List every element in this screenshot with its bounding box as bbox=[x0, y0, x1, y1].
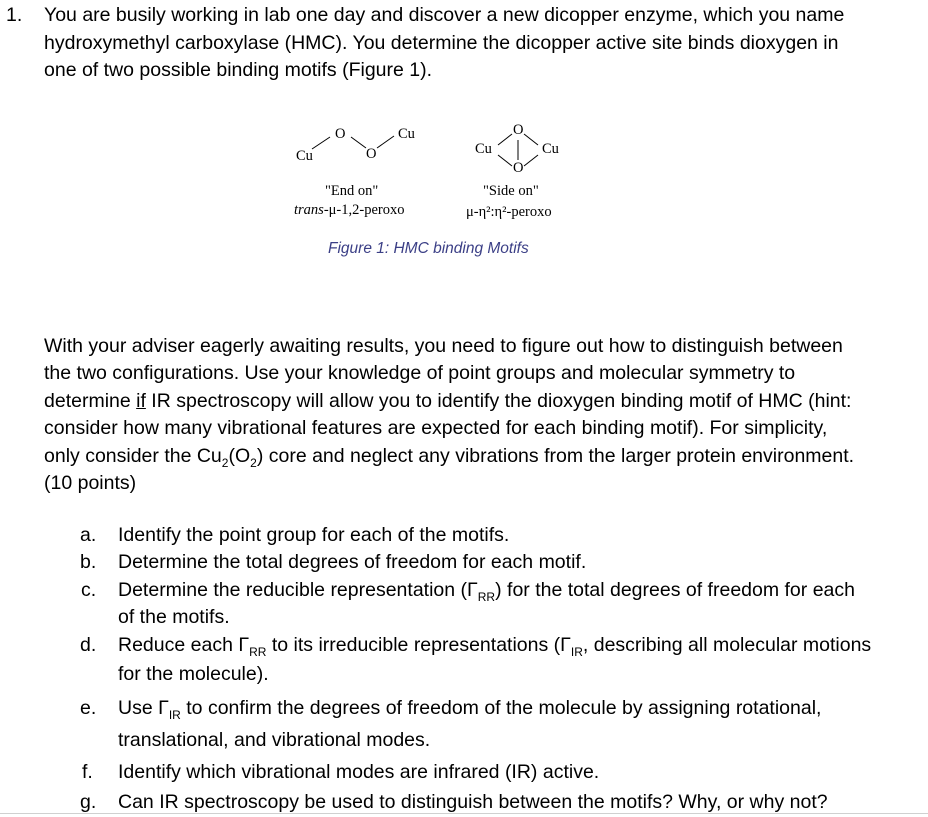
end-on-label: "End on" bbox=[325, 183, 379, 199]
side-on-cu-right: Cu bbox=[542, 141, 559, 157]
body-line-5: only consider the $Cu_2(O_2)$ core and neglect any vibrations from the larger protein environment. bbox=[44, 445, 855, 470]
end-on-bond-o2-cu bbox=[377, 136, 394, 148]
end-on-o1: O bbox=[335, 126, 346, 142]
end-on-cu-left: Cu bbox=[296, 148, 313, 164]
subq-d-text-cont: for the molecule). bbox=[118, 663, 269, 685]
subq-c-text-cont: of the motifs. bbox=[118, 606, 230, 628]
end-on-bond-o1-o2 bbox=[351, 137, 366, 148]
subq-b-label: b. bbox=[80, 551, 97, 573]
underlined-if: if bbox=[136, 390, 146, 412]
body-line-6: (10 points) bbox=[44, 472, 137, 494]
subq-f-label: f. bbox=[82, 761, 93, 783]
subq-a-text: Identify the point group for each of the motifs. bbox=[118, 524, 510, 546]
body-line-3: determine if IR spectroscopy will allow you to identify the dioxygen binding motif of HMC (hint: bbox=[44, 390, 852, 412]
subq-e-label: e. bbox=[80, 697, 97, 719]
question-number: 1. bbox=[6, 4, 23, 26]
side-on-bond-otop-cu bbox=[524, 134, 538, 145]
figure-caption: Figure 1: HMC binding Motifs bbox=[328, 240, 529, 257]
body-line-1: With your adviser eagerly awaiting results, you need to figure out how to distinguish between bbox=[44, 335, 843, 357]
body-line-2: the two configurations. Use your knowledge of point groups and molecular symmetry to bbox=[44, 362, 796, 384]
side-on-o-bottom: O bbox=[513, 160, 524, 176]
intro-line-3: one of two possible binding motifs (Figure 1). bbox=[44, 59, 433, 81]
subq-e-text: Use $\Gamma_{IR}$ to confirm the degrees of freedom of the molecule by assigning rotational, bbox=[118, 697, 822, 722]
side-on-bond-cu-otop bbox=[498, 134, 512, 145]
subq-d-text: Reduce each $\Gamma_{RR}$ to its irreducible representations ($\Gamma_{IR}$, describing all molecular motions bbox=[118, 634, 872, 659]
end-on-cu-right: Cu bbox=[398, 126, 415, 142]
body-line-4: consider how many vibrational features are expected for each binding motif). For simplicity, bbox=[44, 417, 828, 439]
subq-c-label: c. bbox=[81, 579, 97, 601]
subq-b-text: Determine the total degrees of freedom for each motif. bbox=[118, 551, 587, 573]
side-on-label: "Side on" bbox=[483, 183, 539, 199]
subq-e-text-cont: translational, and vibrational modes. bbox=[118, 729, 431, 751]
subq-d-label: d. bbox=[80, 634, 97, 656]
end-on-formula: trans-μ-1,2-peroxo bbox=[294, 202, 405, 218]
subq-g-label: g. bbox=[80, 791, 97, 813]
intro-line-1: You are busily working in lab one day and discover a new dicopper enzyme, which you name bbox=[44, 4, 845, 26]
end-on-o2: O bbox=[366, 146, 377, 162]
subq-f-text: Identify which vibrational modes are infrared (IR) active. bbox=[118, 761, 600, 783]
side-on-bond-obottom-cu bbox=[524, 155, 538, 166]
subq-a-label: a. bbox=[80, 524, 97, 546]
end-on-bond-cu-o1 bbox=[312, 137, 330, 149]
side-on-cu-left: Cu bbox=[475, 141, 492, 157]
intro-line-2: hydroxymethyl carboxylase (HMC). You determine the dicopper active site binds dioxygen in bbox=[44, 32, 839, 54]
page-bottom-divider bbox=[0, 813, 928, 814]
side-on-bond-cu-obottom bbox=[498, 155, 512, 166]
subq-g-text: Can IR spectroscopy be used to distinguish between the motifs? Why, or why not? bbox=[118, 791, 828, 813]
figure-1 bbox=[280, 115, 590, 265]
end-on-bonds bbox=[312, 136, 394, 149]
side-on-o-top: O bbox=[513, 122, 524, 138]
side-on-formula: μ-η²:η²-peroxo bbox=[466, 204, 552, 220]
subq-c-text: Determine the reducible representation $(\Gamma_{RR})$ for the total degrees of freedom for each bbox=[118, 579, 855, 604]
